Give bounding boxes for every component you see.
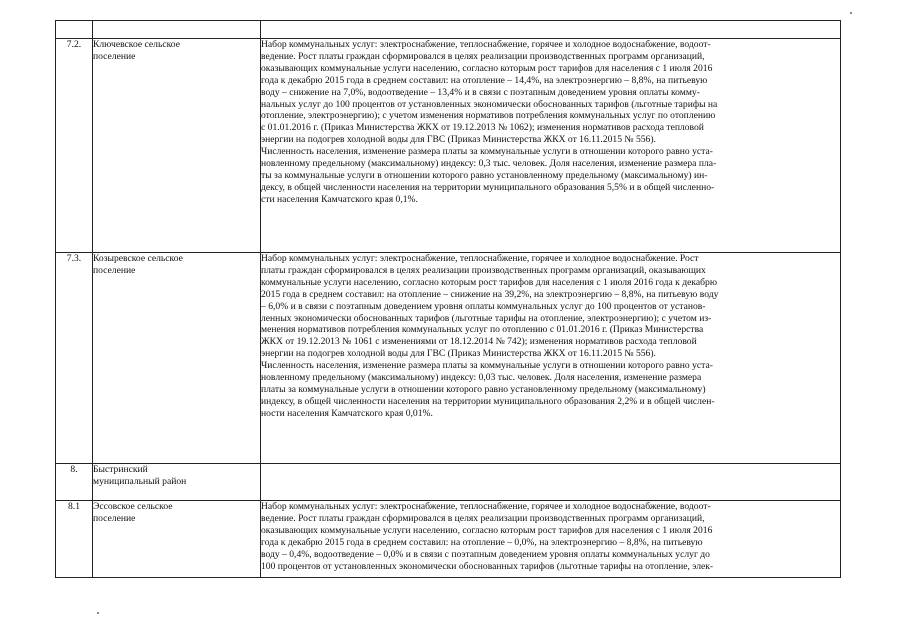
services-paragraph: Набор коммунальных услуг: электроснабжение, теплоснабжение, горячее и холодное водоснабжение, водоот- ведение. Рост платы граждан сформировался в целях реализации производственных программ организаций, оказывающих коммунальные услуги населению, согласно которым рост тарифов для населения с 1 июля 2016 года к декабрю 2015 года в среднем составил: на отопление – 0,0%, на электроэнергию – 8,8%, на питьевую воду – 0,4%, водоотведение – 0,0% и в связи с поэтапным доведением уровня оплаты коммунальных услуг до 100 процентов от установленных экономически обоснованных тарифов (льготные тарифы на отопление, элек- (261, 501, 714, 572)
table-row (56, 253, 841, 464)
settlement-name (93, 39, 261, 253)
description-cell (261, 464, 841, 501)
truncated-text (261, 501, 840, 577)
table-row (56, 501, 841, 578)
row-number (56, 21, 93, 39)
table-row (56, 21, 841, 39)
services-paragraph: Набор коммунальных услуг: электроснабжение, теплоснабжение, горячее и холодное водоснабжение. Рост платы граждан сформировался в целях реализации производственных программ организаций, оказывающих коммунальные услуги населению, согласно которым рост тарифов для населения с 1 июля 2016 года к декабрю 2015 года в среднем составил: на отопление – снижение на 39,2%, на электроэнергию – 8,8%, на питьевую воду – 6,0% и в связи с поэтапным доведением уровня оплаты коммунальных услуг до 100 процентов от установ- ленных экономически обоснованных тарифов (льготные тарифы на отопление, электроэнергию); с учетом из- менения нормативов потребления коммунальных услуг по отоплению с 01.01.2016 г. (Приказ Министерства ЖКХ от 19.12.2013 № 1061 с изменениями от 18.12.2014 № 742); изменения нормативов расхода тепловой энергии на подогрев холодной воды для ГВС (Приказ Министерства ЖКХ от 16.11.2015 № 556). (261, 253, 719, 360)
settlement-name (93, 253, 261, 464)
table-row (56, 464, 841, 501)
population-paragraph: Численность населения, изменение размера платы за коммунальные услуги в отношении которого равно уста- новленному предельному (максимальному) индексу: 0,03 тыс. человек. Доля населения, изменение размера платы за коммунальные услуги в отношении которого равно установленному предельному (максимальному) индексу, в общей численности населения на территории муниципального образования 2,2% и в общей числен- ности населения Камчатского края 0,01%. (261, 360, 715, 419)
services-paragraph: Набор коммунальных услуг: электроснабжение, теплоснабжение, горячее и холодное водоснабжение, водоот- ведение. Рост платы граждан сформировался в целях реализации производственных программ организаций, оказывающих коммунальные услуги населению, согласно которым рост тарифов для населения с 1 июля 2016 года к декабрю 2015 года в среднем составил: на отопление – 14,4%, на электроэнергию – 8,8%, на питьевую воду – снижение на 7,0%, водоотведение – 13,4% и в связи с поэтапным доведением уровня оплаты комму- нальных услуг до 100 процентов от установленных экономически обоснованных тарифов (льготные тарифы на отопление, электроэнергию); с учетом изменения нормативов потребления коммунальных услуг по отоплению с 01.01.2016 г. (Приказ Министерства ЖКХ от 19.12.2013 № 1062); изменения нормативов расхода тепловой энергии на подогрев холодной воды для ГВС (Приказ Министерства ЖКХ от 16.11.2015 № 556). (261, 39, 718, 146)
settlement-name (93, 21, 261, 39)
settlement-name-text: Козыревское сельское поселение (93, 253, 183, 276)
description-cell (261, 501, 841, 578)
district-name (93, 464, 261, 501)
settlement-name (93, 501, 261, 578)
scan-speck (97, 612, 99, 614)
row-number: 7.3. (56, 253, 93, 464)
description-cell (261, 39, 841, 253)
scan-speck (850, 12, 852, 14)
row-number: 7.2. (56, 39, 93, 253)
table-row (56, 39, 841, 253)
district-name-text: Быстринский муниципальный район (93, 464, 187, 487)
settlement-name-text: Эссовское сельское поселение (93, 501, 173, 524)
tariff-table (55, 20, 841, 578)
settlement-name-text: Ключевское сельское поселение (93, 39, 180, 62)
description-cell (261, 21, 841, 39)
description-cell (261, 253, 841, 464)
population-paragraph: Численность населения, изменение размера платы за коммунальные услуги в отношении которого равно уста- новленному предельному (максимальному) индексу: 0,3 тыс. человек. Доля населения, изменение размера пла- ты за коммунальные услуги в отношении которого равно установленному предельному (максимальному) ин- дексу, в общей численности населения на территории муниципального образования 5,5% и в общей численно- сти населения Камчатского края 0,1%. (261, 146, 717, 205)
row-number: 8. (56, 464, 93, 501)
row-number: 8.1 (56, 501, 93, 578)
